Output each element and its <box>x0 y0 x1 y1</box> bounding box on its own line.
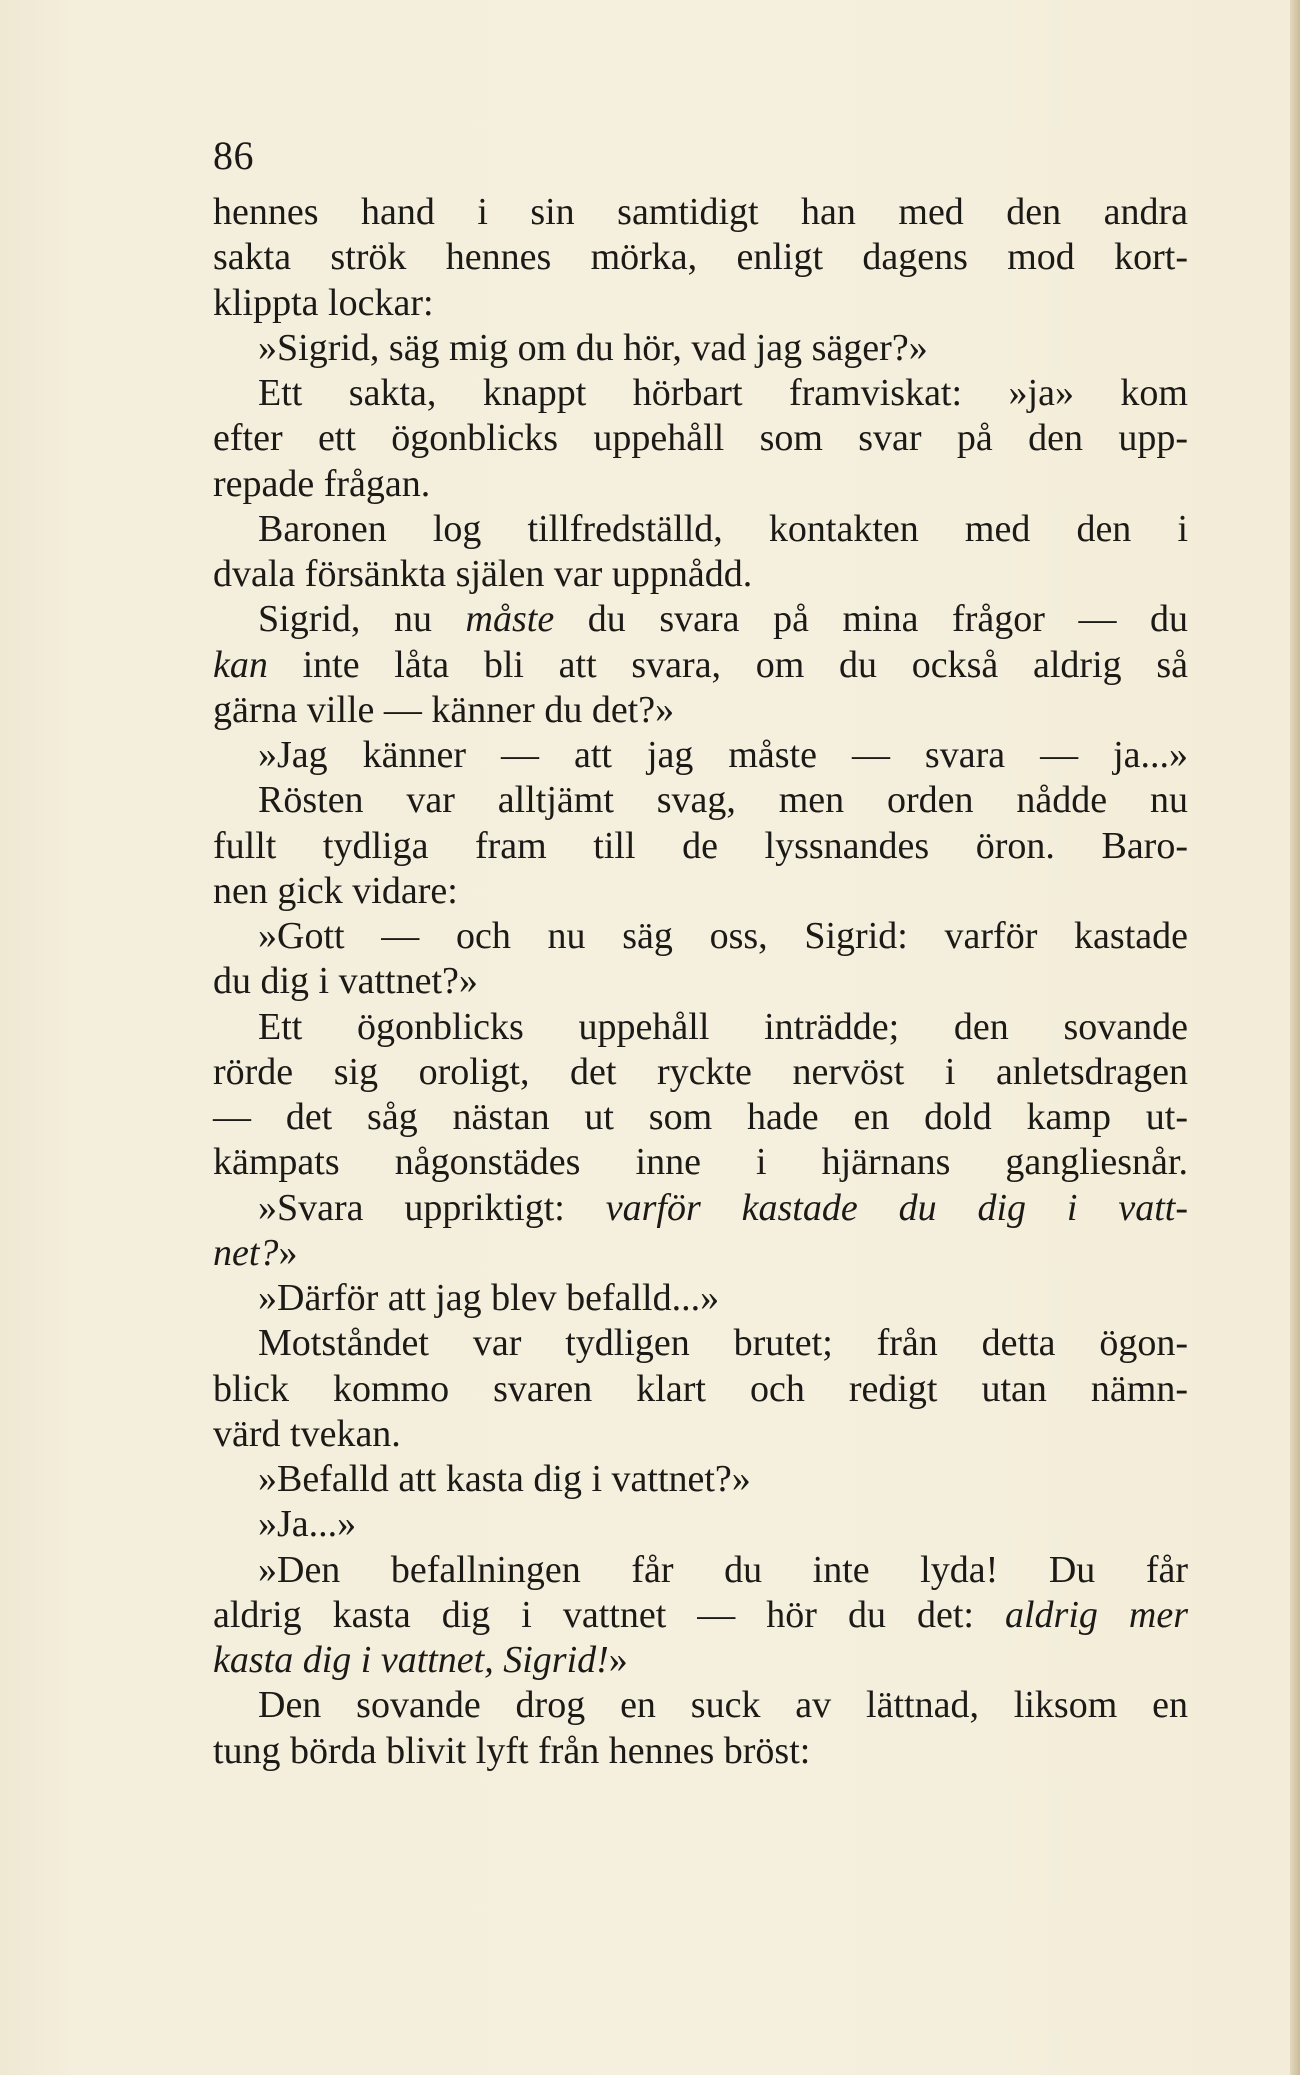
text-segment: Ett ögonblicks uppehåll inträdde; den sovande <box>258 1005 1188 1048</box>
text-line <box>213 507 1188 552</box>
text-line <box>213 1321 1188 1366</box>
text-line <box>213 281 1188 326</box>
text-line <box>213 416 1188 461</box>
text-segment: värd tvekan. <box>213 1412 401 1455</box>
text-segment: repade frågan. <box>213 462 431 505</box>
text-segment: dvala försänkta själen var uppnådd. <box>213 553 753 595</box>
text-line <box>213 643 1188 688</box>
text-line <box>213 869 1188 914</box>
text-segment: Den sovande drog en suck av lättnad, liksom en <box>258 1684 1188 1727</box>
text-line <box>213 688 1188 733</box>
text-segment: gärna ville — känner du det?» <box>213 688 675 731</box>
text-segment: »Gott — och nu säg oss, Sigrid: varför kastade <box>258 915 1188 957</box>
text-segment: inte låta bli att svara, om du också aldrig så <box>267 643 1188 686</box>
text-segment: Ett sakta, knappt hörbart framviskat: »ja» kom <box>258 372 1188 414</box>
text-line <box>213 1502 1188 1547</box>
text-segment: »Jag känner — att jag måste — svara — ja...» <box>258 734 1188 776</box>
text-line <box>213 1231 1188 1276</box>
text-line <box>213 1050 1188 1095</box>
italic-text: måste <box>465 598 555 641</box>
text-line <box>213 824 1188 869</box>
text-segment: klippta lockar: <box>213 281 434 324</box>
text-segment: »Ja...» <box>258 1503 357 1546</box>
text-line <box>213 597 1188 642</box>
text-segment: — det såg nästan ut som hade en dold kamp ut- <box>213 1096 1188 1138</box>
text-line <box>213 235 1188 280</box>
italic-text: kasta dig i vattnet, Sigrid! <box>213 1639 609 1681</box>
text-segment: fullt tydliga fram till de lyssnandes öron. Baro- <box>213 824 1188 867</box>
text-line <box>213 1186 1188 1231</box>
italic-text: aldrig mer <box>1004 1593 1188 1636</box>
text-segment: du svara på mina frågor — du <box>554 598 1189 641</box>
text-segment: sakta strök hennes mörka, enligt dagens mod kort- <box>213 236 1188 279</box>
text-segment: rörde sig oroligt, det ryckte nervöst i anletsdragen <box>213 1050 1188 1093</box>
text-line <box>213 326 1188 371</box>
text-line <box>213 1412 1188 1457</box>
text-line <box>213 959 1188 1004</box>
text-line <box>213 778 1188 823</box>
text-segment: » <box>608 1639 628 1681</box>
text-line <box>213 1548 1188 1593</box>
text-line <box>213 1095 1188 1140</box>
text-segment: tung börda blivit lyft från hennes bröst: <box>213 1729 811 1772</box>
text-segment: Baronen log tillfredställd, kontakten med den i <box>258 507 1188 550</box>
italic-text: varför kastade du dig i vatt- <box>605 1186 1188 1229</box>
text-segment: hennes hand i sin samtidigt han med den andra <box>213 191 1188 233</box>
text-line <box>213 462 1188 507</box>
text-segment: du dig i vattnet?» <box>213 960 478 1003</box>
text-segment: »Svara uppriktigt: <box>258 1186 606 1229</box>
text-segment: kämpats någonstädes inne i hjärnans gangliesnår. <box>213 1141 1188 1184</box>
page-edge <box>1290 0 1300 2075</box>
text-segment: Sigrid, nu <box>258 598 466 641</box>
text-line <box>213 1140 1188 1185</box>
text-line <box>213 1367 1188 1412</box>
text-line <box>213 1593 1188 1638</box>
page-number: 86 <box>213 133 254 178</box>
italic-text: kan <box>213 643 268 686</box>
text-segment: »Den befallningen får du inte lyda! Du får <box>258 1548 1188 1591</box>
text-line <box>213 914 1188 959</box>
text-segment: efter ett ögonblicks uppehåll som svar på den upp- <box>213 417 1188 460</box>
text-line <box>213 1638 1188 1683</box>
text-line <box>213 552 1188 597</box>
text-line <box>213 733 1188 778</box>
text-line <box>213 1683 1188 1728</box>
text-segment: »Befalld att kasta dig i vattnet?» <box>258 1458 751 1500</box>
text-line <box>213 371 1188 416</box>
text-segment: » <box>278 1231 298 1274</box>
text-segment: blick kommo svaren klart och redigt utan nämn- <box>213 1367 1188 1410</box>
italic-text: net? <box>213 1231 279 1274</box>
body-text <box>213 190 1188 1774</box>
text-line <box>213 190 1188 235</box>
text-segment: Rösten var alltjämt svag, men orden nådde nu <box>258 779 1188 822</box>
text-segment: »Därför att jag blev befalld...» <box>258 1277 720 1319</box>
text-segment: nen gick vidare: <box>213 869 458 912</box>
text-line <box>213 1276 1188 1321</box>
text-segment: Motståndet var tydligen brutet; från detta ögon- <box>258 1322 1188 1365</box>
text-line <box>213 1729 1188 1774</box>
text-segment: aldrig kasta dig i vattnet — hör du det: <box>213 1593 1005 1636</box>
text-line <box>213 1005 1188 1050</box>
text-segment: »Sigrid, säg mig om du hör, vad jag säger?» <box>258 326 928 369</box>
text-line <box>213 1457 1188 1502</box>
